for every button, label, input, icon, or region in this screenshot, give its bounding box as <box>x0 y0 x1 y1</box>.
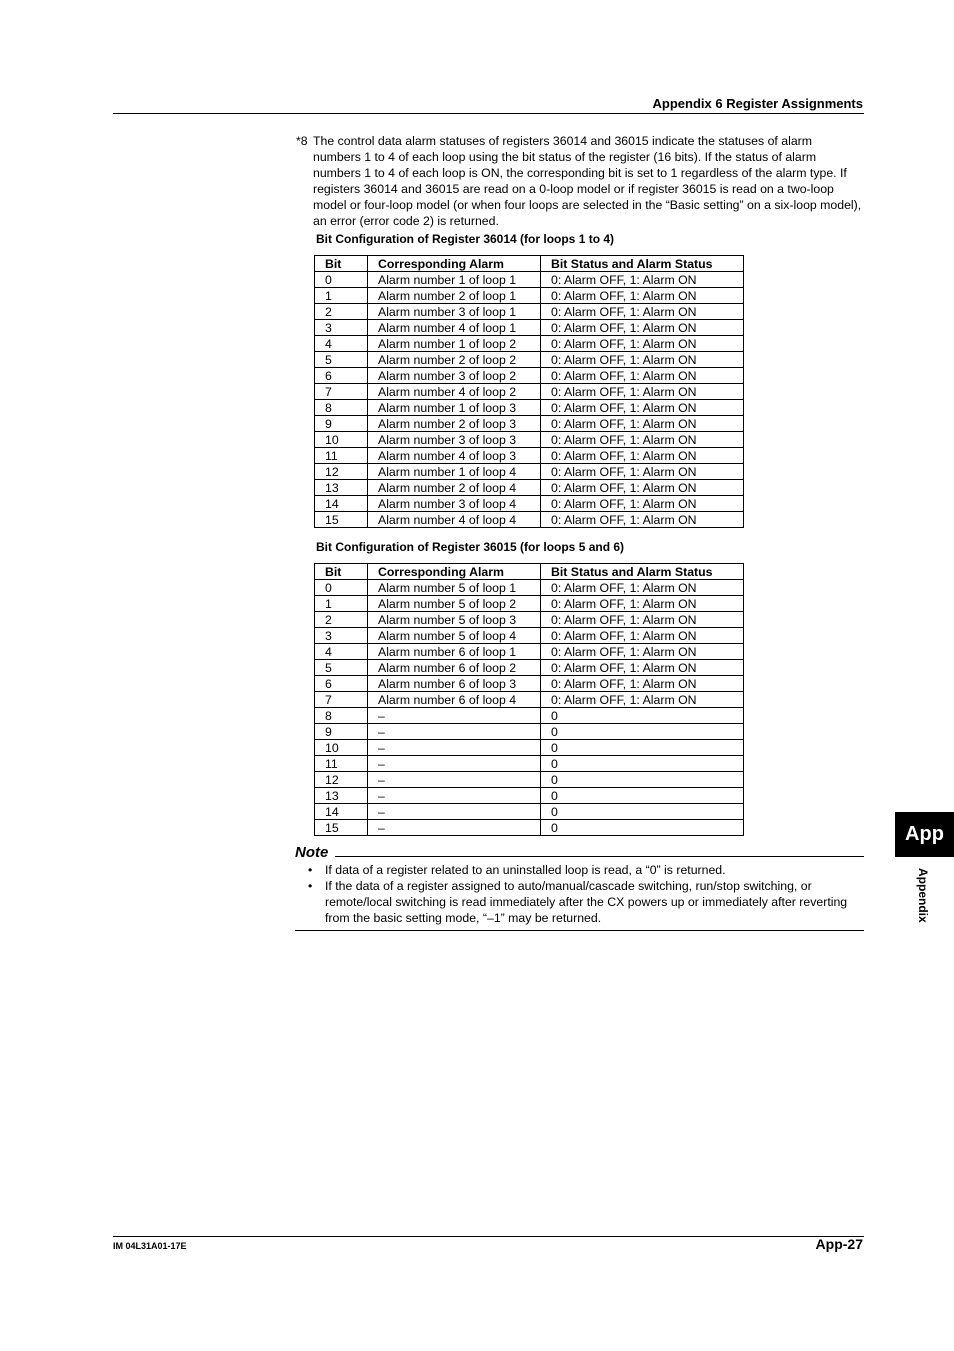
table-row <box>315 496 744 512</box>
note-rule-bottom <box>295 930 864 931</box>
status-cell: 0: Alarm OFF, 1: Alarm ON <box>541 692 744 708</box>
bit-cell: 7 <box>315 692 368 708</box>
bit-cell: 9 <box>315 416 368 432</box>
footer-page-number: App-27 <box>815 1236 863 1252</box>
alarm-cell: Alarm number 3 of loop 4 <box>368 496 541 512</box>
note-heading: Note <box>295 844 329 861</box>
table-row <box>315 756 744 772</box>
status-cell: 0: Alarm OFF, 1: Alarm ON <box>541 400 744 416</box>
table-row <box>315 788 744 804</box>
alarm-cell: Alarm number 1 of loop 1 <box>368 272 541 288</box>
status-cell: 0 <box>541 756 744 772</box>
status-cell: 0: Alarm OFF, 1: Alarm ON <box>541 336 744 352</box>
table-row <box>315 820 744 836</box>
status-cell: 0: Alarm OFF, 1: Alarm ON <box>541 596 744 612</box>
alarm-cell: – <box>368 788 541 804</box>
note-list <box>308 862 848 926</box>
column-header: Corresponding Alarm <box>368 256 541 272</box>
bit-cell: 7 <box>315 384 368 400</box>
table-row <box>315 708 744 724</box>
register-36015-table <box>314 563 744 836</box>
bit-cell: 14 <box>315 804 368 820</box>
alarm-cell: Alarm number 5 of loop 1 <box>368 580 541 596</box>
table-row <box>315 628 744 644</box>
bit-cell: 13 <box>315 788 368 804</box>
status-cell: 0: Alarm OFF, 1: Alarm ON <box>541 272 744 288</box>
status-cell: 0: Alarm OFF, 1: Alarm ON <box>541 496 744 512</box>
table-row <box>315 580 744 596</box>
register-36014-table <box>314 255 744 528</box>
status-cell: 0: Alarm OFF, 1: Alarm ON <box>541 464 744 480</box>
table-header-row <box>315 564 744 580</box>
alarm-cell: – <box>368 820 541 836</box>
alarm-cell: Alarm number 6 of loop 2 <box>368 660 541 676</box>
table-row <box>315 740 744 756</box>
status-cell: 0 <box>541 820 744 836</box>
table-row <box>315 400 744 416</box>
alarm-cell: Alarm number 4 of loop 3 <box>368 448 541 464</box>
status-cell: 0: Alarm OFF, 1: Alarm ON <box>541 320 744 336</box>
bit-cell: 5 <box>315 352 368 368</box>
table-row <box>315 384 744 400</box>
footer-rule <box>113 1236 864 1237</box>
table-row <box>315 804 744 820</box>
bit-cell: 8 <box>315 400 368 416</box>
status-cell: 0: Alarm OFF, 1: Alarm ON <box>541 512 744 528</box>
note-item <box>308 862 848 878</box>
alarm-cell: Alarm number 4 of loop 4 <box>368 512 541 528</box>
bit-cell: 3 <box>315 320 368 336</box>
alarm-cell: Alarm number 4 of loop 2 <box>368 384 541 400</box>
note-item <box>308 878 848 926</box>
bit-cell: 5 <box>315 660 368 676</box>
table-row <box>315 512 744 528</box>
status-cell: 0 <box>541 772 744 788</box>
bit-cell: 10 <box>315 432 368 448</box>
alarm-cell: Alarm number 4 of loop 1 <box>368 320 541 336</box>
bit-cell: 11 <box>315 756 368 772</box>
status-cell: 0: Alarm OFF, 1: Alarm ON <box>541 612 744 628</box>
alarm-cell: Alarm number 6 of loop 4 <box>368 692 541 708</box>
note-item-text: If the data of a register assigned to auto/manual/cascade switching, run/stop switching, or remote/local switching is read immediately after the CX powers up or immediately after reverting from the basic setting mode, “–1” may be returned. <box>325 879 848 925</box>
status-cell: 0: Alarm OFF, 1: Alarm ON <box>541 288 744 304</box>
status-cell: 0: Alarm OFF, 1: Alarm ON <box>541 480 744 496</box>
status-cell: 0 <box>541 804 744 820</box>
alarm-cell: – <box>368 756 541 772</box>
bit-cell: 12 <box>315 464 368 480</box>
footer-doc-number: IM 04L31A01-17E <box>113 1241 187 1251</box>
alarm-cell: Alarm number 5 of loop 2 <box>368 596 541 612</box>
bit-cell: 8 <box>315 708 368 724</box>
table-row <box>315 304 744 320</box>
table-row <box>315 288 744 304</box>
table-row <box>315 612 744 628</box>
bit-cell: 0 <box>315 580 368 596</box>
table-row <box>315 336 744 352</box>
alarm-cell: – <box>368 740 541 756</box>
status-cell: 0: Alarm OFF, 1: Alarm ON <box>541 628 744 644</box>
alarm-cell: Alarm number 2 of loop 1 <box>368 288 541 304</box>
appendix-side-tab: App <box>895 812 954 857</box>
table-row <box>315 464 744 480</box>
table-row <box>315 596 744 612</box>
status-cell: 0: Alarm OFF, 1: Alarm ON <box>541 352 744 368</box>
alarm-cell: Alarm number 6 of loop 3 <box>368 676 541 692</box>
bit-cell: 10 <box>315 740 368 756</box>
note-item-text: If data of a register related to an uninstalled loop is read, a “0” is returned. <box>325 863 726 877</box>
table-row <box>315 416 744 432</box>
table-row <box>315 320 744 336</box>
status-cell: 0 <box>541 724 744 740</box>
alarm-cell: Alarm number 5 of loop 4 <box>368 628 541 644</box>
footnote <box>296 133 862 229</box>
column-header: Bit Status and Alarm Status <box>541 564 744 580</box>
bit-cell: 1 <box>315 288 368 304</box>
page-header-title: Appendix 6 Register Assignments <box>652 96 863 111</box>
table-row <box>315 676 744 692</box>
table-row <box>315 448 744 464</box>
alarm-cell: Alarm number 3 of loop 2 <box>368 368 541 384</box>
bit-cell: 0 <box>315 272 368 288</box>
status-cell: 0: Alarm OFF, 1: Alarm ON <box>541 368 744 384</box>
status-cell: 0: Alarm OFF, 1: Alarm ON <box>541 304 744 320</box>
alarm-cell: – <box>368 708 541 724</box>
bit-cell: 2 <box>315 304 368 320</box>
table-row <box>315 368 744 384</box>
table-header-row <box>315 256 744 272</box>
table-row <box>315 432 744 448</box>
bit-cell: 14 <box>315 496 368 512</box>
table-row <box>315 644 744 660</box>
bit-cell: 11 <box>315 448 368 464</box>
table-title-36015: Bit Configuration of Register 36015 (for loops 5 and 6) <box>316 540 625 554</box>
bullet-icon: • <box>308 863 313 877</box>
appendix-side-label: Appendix <box>916 868 930 923</box>
alarm-cell: – <box>368 724 541 740</box>
status-cell: 0 <box>541 708 744 724</box>
footnote-marker: *8 <box>296 134 308 148</box>
status-cell: 0 <box>541 788 744 804</box>
alarm-cell: – <box>368 804 541 820</box>
bit-cell: 6 <box>315 676 368 692</box>
table-row <box>315 352 744 368</box>
footnote-text: The control data alarm statuses of registers 36014 and 36015 indicate the statuses of alarm numbers 1 to 4 of each loop using the bit status of the register (16 bits). If the status of alarm numbers 1 to 4 of each loop is ON, the corresponding bit is set to 1 regardless of the alarm type. If registers 36014 and 36015 are read on a 0-loop model or if register 36015 is read on a two-loop model or four-loop model (or when four loops are selected in the “Basic setting” on a six-loop model), an error (error code 2) is returned. <box>313 134 862 228</box>
table-row <box>315 272 744 288</box>
bit-cell: 13 <box>315 480 368 496</box>
bit-cell: 12 <box>315 772 368 788</box>
bit-cell: 9 <box>315 724 368 740</box>
table-title-36014: Bit Configuration of Register 36014 (for loops 1 to 4) <box>316 232 615 246</box>
status-cell: 0: Alarm OFF, 1: Alarm ON <box>541 384 744 400</box>
table-row <box>315 660 744 676</box>
status-cell: 0: Alarm OFF, 1: Alarm ON <box>541 660 744 676</box>
alarm-cell: Alarm number 5 of loop 3 <box>368 612 541 628</box>
bullet-icon: • <box>308 879 313 893</box>
bit-cell: 15 <box>315 512 368 528</box>
bit-cell: 4 <box>315 336 368 352</box>
status-cell: 0: Alarm OFF, 1: Alarm ON <box>541 644 744 660</box>
table-row <box>315 692 744 708</box>
status-cell: 0: Alarm OFF, 1: Alarm ON <box>541 580 744 596</box>
status-cell: 0: Alarm OFF, 1: Alarm ON <box>541 448 744 464</box>
alarm-cell: Alarm number 1 of loop 2 <box>368 336 541 352</box>
column-header: Corresponding Alarm <box>368 564 541 580</box>
alarm-cell: Alarm number 3 of loop 3 <box>368 432 541 448</box>
bit-cell: 2 <box>315 612 368 628</box>
bit-cell: 4 <box>315 644 368 660</box>
alarm-cell: Alarm number 1 of loop 3 <box>368 400 541 416</box>
column-header: Bit <box>315 564 368 580</box>
bit-cell: 6 <box>315 368 368 384</box>
bit-cell: 1 <box>315 596 368 612</box>
alarm-cell: Alarm number 1 of loop 4 <box>368 464 541 480</box>
status-cell: 0 <box>541 740 744 756</box>
table-row <box>315 772 744 788</box>
status-cell: 0: Alarm OFF, 1: Alarm ON <box>541 432 744 448</box>
bit-cell: 3 <box>315 628 368 644</box>
alarm-cell: Alarm number 2 of loop 2 <box>368 352 541 368</box>
bit-cell: 15 <box>315 820 368 836</box>
column-header: Bit Status and Alarm Status <box>541 256 744 272</box>
table-row <box>315 480 744 496</box>
table-row <box>315 724 744 740</box>
column-header: Bit <box>315 256 368 272</box>
alarm-cell: – <box>368 772 541 788</box>
alarm-cell: Alarm number 6 of loop 1 <box>368 644 541 660</box>
note-rule-top <box>335 856 864 857</box>
alarm-cell: Alarm number 2 of loop 4 <box>368 480 541 496</box>
alarm-cell: Alarm number 2 of loop 3 <box>368 416 541 432</box>
status-cell: 0: Alarm OFF, 1: Alarm ON <box>541 416 744 432</box>
alarm-cell: Alarm number 3 of loop 1 <box>368 304 541 320</box>
status-cell: 0: Alarm OFF, 1: Alarm ON <box>541 676 744 692</box>
header-rule <box>113 113 864 114</box>
